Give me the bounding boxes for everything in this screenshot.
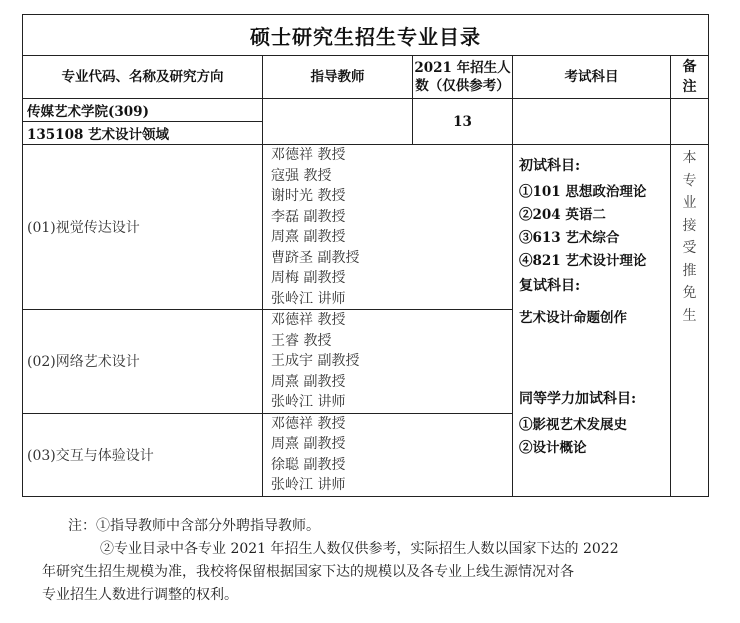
remark-char: 业 [682, 195, 697, 211]
teacher-item: 周熹 副教授 [271, 229, 346, 245]
direction-name-3: (03)交互与体验设计 [23, 413, 263, 496]
teacher-item: 周熹 副教授 [271, 373, 346, 390]
teacher-item: 谢时光 教授 [271, 188, 346, 204]
exam-retest-title: 复试科目: [519, 278, 581, 294]
note-line-1: 注：①指导教师中含部分外聘指导教师。 [68, 518, 320, 534]
exam-extra-title: 同等学力加试科目: [519, 391, 637, 407]
header-quota-line1: 2021 年招生人 [414, 60, 511, 76]
exam-first-item: ①101 思想政治理论 [519, 184, 647, 200]
teacher-item: 寇强 教授 [271, 167, 332, 184]
teacher-item: 邓德祥 教授 [271, 147, 346, 163]
exam-first-title: 初试科目: [519, 158, 581, 174]
teacher-list-2 [263, 310, 513, 414]
remark-char: 接 [682, 217, 697, 234]
teacher-item: 邓德祥 教授 [271, 312, 346, 328]
exam-first-item: ④821 艺术设计理论 [519, 253, 647, 269]
field-name: 135108 艺术设计领域 [23, 122, 263, 145]
teacher-item: 曹跻圣 副教授 [271, 249, 360, 266]
catalog [22, 14, 708, 497]
remark-char: 受 [682, 240, 697, 256]
teacher-item: 邓德祥 教授 [271, 415, 346, 432]
header-quota [413, 56, 513, 99]
header-remark-line1: 备 [682, 59, 697, 75]
college-exam-empty [513, 99, 671, 145]
catalog-table [22, 14, 709, 497]
teacher-item: 李磊 副教授 [271, 208, 346, 225]
header-exam: 考试科目 [513, 56, 671, 99]
exam-first-item: ②204 英语二 [519, 207, 606, 223]
teacher-item: 周熹 副教授 [271, 436, 346, 452]
remark-char: 专 [682, 172, 697, 189]
teacher-item: 徐聪 副教授 [271, 456, 346, 473]
teacher-item: 王睿 教授 [271, 332, 332, 349]
teacher-list-1 [263, 145, 513, 310]
header-advisor: 指导教师 [263, 56, 413, 99]
remark-char: 本 [682, 150, 697, 166]
remark-char: 生 [682, 307, 697, 324]
teacher-item: 王成宇 副教授 [271, 353, 360, 369]
remark-char: 免 [682, 285, 697, 301]
teacher-item: 张岭江 讲师 [271, 394, 346, 410]
quota-value: 13 [413, 99, 513, 145]
header-remark [671, 56, 709, 99]
exam-extra-item: ②设计概论 [519, 440, 587, 456]
exam-retest-item: 艺术设计命题创作 [519, 310, 627, 326]
exam-first-item: ③613 艺术综合 [519, 230, 620, 246]
direction-row-1 [23, 145, 709, 310]
teacher-item: 周梅 副教授 [271, 270, 346, 286]
college-advisor-empty [263, 99, 413, 145]
college-remark-empty [671, 99, 709, 145]
note-line-2: ②专业目录中各专业 2021 年招生人数仅供参考，实际招生人数以国家下达的 2022 [100, 541, 619, 557]
direction-name-1: (01)视觉传达设计 [23, 145, 263, 310]
page-title: 硕士研究生招生专业目录 [23, 15, 709, 56]
exam-extra-item: ①影视艺术发展史 [519, 417, 627, 433]
header-major: 专业代码、名称及研究方向 [23, 56, 263, 99]
table-header [23, 56, 709, 99]
notes [42, 515, 668, 607]
header-quota-line2: 数（仅供参考） [415, 78, 510, 94]
header-remark-line2: 注 [682, 79, 697, 95]
teacher-list-3 [263, 413, 513, 496]
teacher-item: 张岭江 讲师 [271, 290, 346, 307]
remark-cell [671, 145, 709, 497]
teacher-item: 张岭江 讲师 [271, 477, 346, 493]
college-row [23, 99, 709, 122]
direction-name-2: (02)网络艺术设计 [23, 310, 263, 414]
remark-char: 推 [682, 262, 697, 279]
note-line-3: 年研究生招生规模为准，我校将保留根据国家下达的规模以及各专业上线生源情况对各 [42, 564, 574, 580]
note-line-4: 专业招生人数进行调整的权利。 [42, 587, 238, 603]
exam-subjects [513, 145, 671, 497]
college-name: 传媒艺术学院(309) [23, 99, 263, 122]
